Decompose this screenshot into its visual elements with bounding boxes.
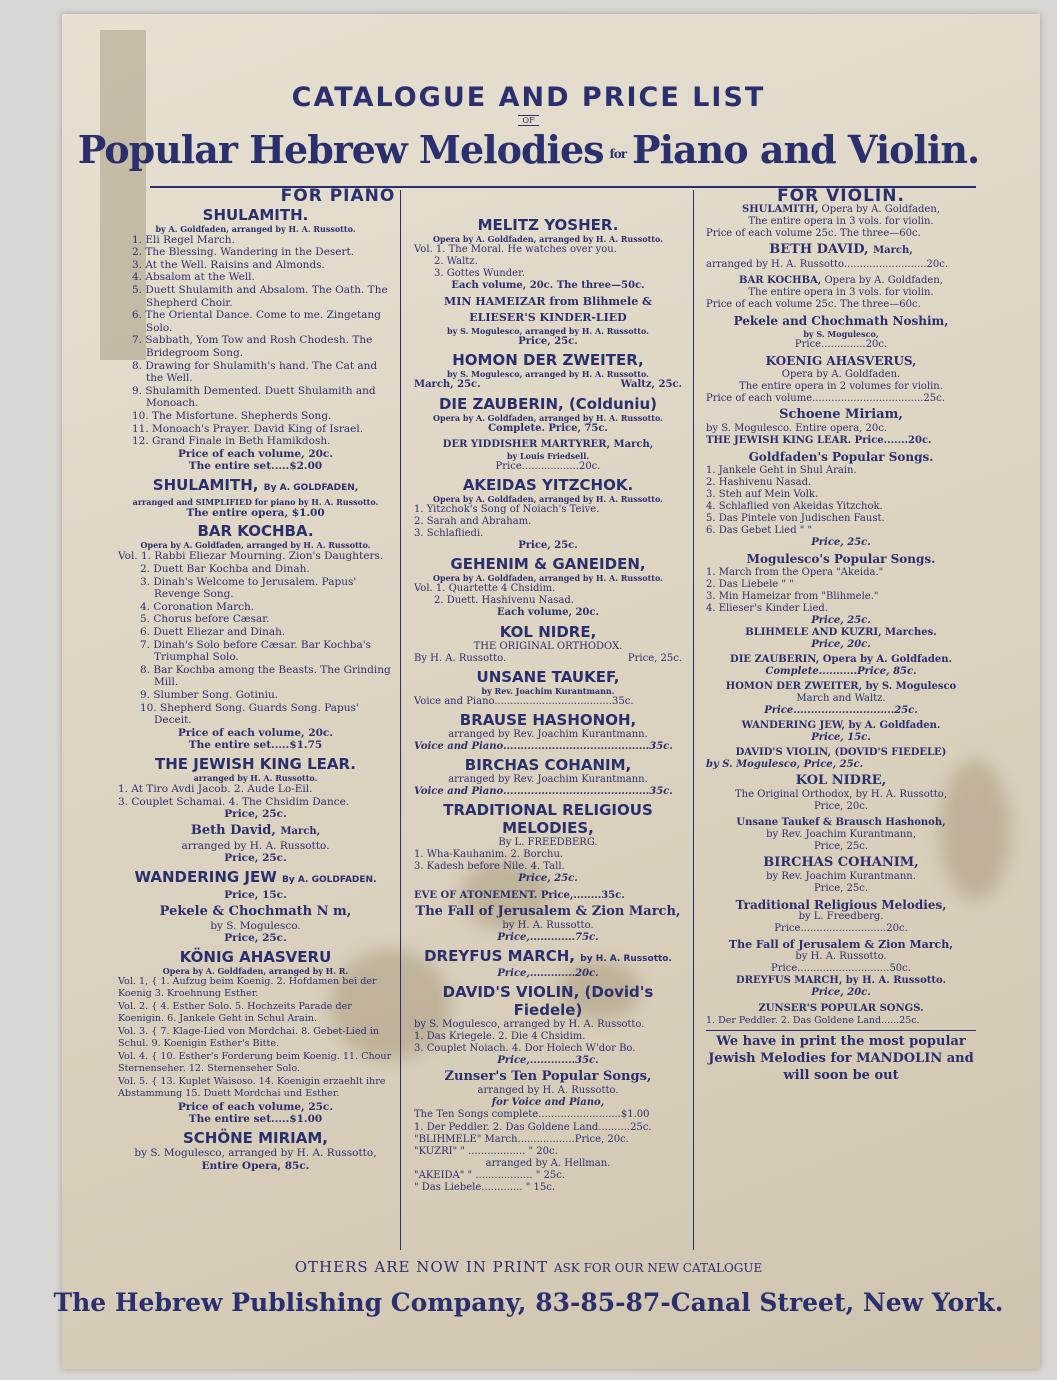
credit-line: Opera by A. Goldfaden, arranged by H. R.	[162, 965, 349, 976]
credit-line: by S. Mogulesco, arranged by H. A. Russotto.	[447, 326, 649, 337]
list-item: 2. Das Liebele " "	[706, 579, 794, 590]
title-text: Beth David,	[190, 822, 276, 838]
price-row	[414, 653, 682, 665]
list-item: 1. Eli Regel March.	[132, 233, 235, 246]
zauberin-title: DIE ZAUBERIN, (Colduniu)	[438, 394, 658, 413]
list-item: Vol. 1. The Moral. He watches over you.	[414, 244, 617, 255]
price-line: Entire Opera, 85c.	[201, 1159, 310, 1172]
eve-of-atonement: EVE OF ATONEMENT. Price,........35c.	[414, 889, 625, 901]
price-line: Each volume, 20c. The three—50c.	[451, 280, 645, 292]
zunser-violin: ZUNSER'S POPULAR SONGS.	[758, 1003, 924, 1014]
price-line: Price, 25c.	[811, 537, 871, 548]
price-line: Price,.............75c.	[497, 931, 599, 943]
davids-violin-title: DAVID'S VIOLIN, (Dovid's Fiedele)	[442, 982, 654, 1019]
price-line: Price,.............35c.	[497, 1055, 599, 1067]
price-line: Price.............................50c.	[771, 963, 911, 974]
list-item: 2. Duett. Hashivenu Nasad.	[434, 595, 574, 607]
list-item: 6. Das Gebet Lied " "	[706, 525, 813, 536]
desc-line: The Original Orthodox, by H. A. Russotto,	[734, 789, 948, 800]
list-item: Vol. 3. { 7. Klage-Lied von Mordchai. 8. Gebet-Lied in Schul. 9. Koenigin Esther's Bitte.	[118, 1025, 380, 1050]
price-line: Each volume, 20c.	[497, 607, 599, 619]
mandolin-note: We have in print the most popular Jewish Melodies for MANDOLIN and will soon be out	[706, 1030, 976, 1084]
homon-title: HOMON DER ZWEITER,	[452, 351, 644, 370]
dreyfus-violin: DREYFUS MARCH, by H. A. Russotto.	[736, 975, 946, 986]
list-item: 1. March from the Opera "Akeida."	[706, 567, 884, 578]
credit-line: Opera by A. Goldfaden, arranged by H. A. Russotto.	[433, 234, 663, 244]
price-line: by S. Mogulesco. Entire opera, 20c.	[706, 423, 888, 434]
list-item: 9. Slumber Song. Gotiniu.	[140, 689, 279, 701]
credit-line: Opera by A. Goldfaden.	[781, 369, 901, 380]
list-item: 3. Schlafliedi.	[414, 528, 484, 540]
subtitle-part-b: Piano and Violin.	[632, 127, 980, 172]
credit-line: by L. Freedberg.	[798, 911, 884, 922]
martyrer-title: DER YIDDISHER MARTYRER, March,	[442, 438, 654, 450]
subtitle-part-a: Popular Hebrew Melodies	[77, 127, 604, 172]
price-line: Price of each volume, 20c.	[178, 447, 333, 460]
list-item: 4. Elieser's Kinder Lied.	[706, 603, 828, 614]
price-line: Price..................20c.	[495, 460, 601, 472]
fall-violin: The Fall of Jerusalem & Zion March,	[728, 938, 954, 951]
credit-line: by H. A. Russotto.	[795, 951, 887, 962]
blihmele-kuzri: BLIHMELE AND KUZRI, Marches.	[745, 627, 937, 638]
price-line: Voice and Piano.....................................35c.	[414, 695, 634, 707]
title-text: DREYFUS MARCH,	[424, 946, 576, 965]
footer-notice	[0, 1258, 1057, 1276]
dreyfus-title	[414, 947, 682, 968]
beth-david-violin	[706, 242, 976, 259]
price-line: The entire set.....$1.00	[188, 1113, 323, 1126]
shulamith-violin	[706, 204, 976, 216]
price-line: " Das Liebele............. " 15c.	[414, 1182, 556, 1194]
birchas-title: BIRCHAS COHANIM,	[464, 755, 632, 774]
violin-column	[706, 186, 976, 1084]
for-line: for Voice and Piano,	[491, 1097, 605, 1109]
credit-line: Opera by A. Goldfaden, arranged by H. A. Russotto.	[433, 412, 663, 423]
list-item: Vol. 2. { 4. Esther Solo. 5. Hochzeits Parade der Koenigin. 6. Jankele Geht in Schul Arain.	[118, 1000, 352, 1025]
subtitle-for: for	[609, 146, 627, 161]
list-item: 4. Schlaflied von Akeidas Yitzchok.	[706, 501, 883, 512]
list-item: 8. Bar Kochba among the Beasts. The Grinding Mill.	[140, 663, 391, 689]
credit-line: arranged by A. Hellman.	[485, 1157, 611, 1169]
price-line: Price of each volume, 20c.	[178, 726, 333, 739]
price-right: Waltz, 25c.	[620, 379, 682, 391]
bar-kochba-title: BAR KOCHBA.	[197, 522, 314, 541]
price-line: "BLIHMELE" March..................Price, 20c.	[414, 1133, 629, 1145]
davids-violin-violin: DAVID'S VIOLIN, (DOVID'S FIEDELE)	[735, 747, 947, 758]
list-item: 5. Das Pintele von Judischen Faust.	[706, 513, 885, 524]
section-title-piano: FOR PIANO	[280, 186, 396, 206]
price-line: Price, 25c.	[518, 336, 578, 348]
konig-list	[118, 976, 393, 1101]
wandering-jew-violin: WANDERING JEW, by A. Goldfaden.	[741, 720, 941, 731]
homon-violin: HOMON DER ZWEITER, by S. Mogulesco	[725, 681, 957, 692]
goldfaden-songs-title: Goldfaden's Popular Songs.	[748, 450, 934, 464]
gehenim-title: GEHENIM & GANEIDEN,	[450, 555, 646, 574]
list-item: 5. Chorus before Cæsar.	[140, 613, 270, 626]
desc-line: The entire opera in 2 volumes for violin.	[739, 381, 943, 392]
list-item: 4. Absalom at the Well.	[132, 271, 255, 284]
credit-line: by H. A. Russotto.	[502, 919, 594, 931]
price-text: Price, 25c.	[627, 652, 682, 664]
list-item: 1. Yitzchok's Song of Noiach's Teive.	[414, 503, 600, 515]
price-line: Price.............................25c.	[764, 705, 918, 716]
credit-line: by Rev. Joachim Kurantmann,	[766, 829, 916, 840]
credit-text: By H. A. Russotto.	[414, 652, 507, 664]
kol-nidre-violin: KOL NIDRE,	[795, 773, 887, 788]
price-line: Price, 15c.	[811, 732, 871, 743]
list-item: Vol. 4. { 10. Esther's Forderung beim Koenig. 11. Chour Sternenseher. 12. Sternenseher Solo.	[118, 1050, 392, 1075]
credit-line: By L. FREEDBERG.	[498, 837, 598, 849]
credit-text: Opera by A. Goldfaden,	[824, 275, 943, 286]
list-item: Vol. 1. Rabbi Eliezar Mourning. Zion's Daughters.	[118, 550, 384, 563]
price-line: Price, 25c.	[224, 808, 287, 821]
fall-of-jerusalem-title: The Fall of Jerusalem & Zion March,	[415, 903, 681, 919]
title-text: SHULAMITH,	[152, 475, 259, 494]
list-item: 3. Dinah's Welcome to Jerusalem. Papus' Revenge Song.	[140, 575, 357, 601]
list-item: Vol. 5. { 13. Kuplet Waisoso. 14. Koenigin erzaehlt ihre Abstammung 15. Duett Mordchai und Esther.	[118, 1075, 386, 1100]
list-item: 11. Monoach's Prayer. David King of Israel.	[132, 422, 364, 435]
list-item: 6. The Oriental Dance. Come to me. Zingetang Solo.	[132, 309, 381, 334]
list-item: 2. Hashivenu Nasad.	[706, 477, 812, 488]
mogulesco-songs-title: Mogulesco's Popular Songs.	[746, 552, 936, 566]
konig-title: KÖNIG AHASVERU	[179, 947, 332, 966]
credit-line: arranged by H. A. Russotto.	[193, 772, 318, 783]
price-line: Price, 25c.	[224, 852, 287, 865]
price-line: 1. Der Peddler. 2. Das Goldene Land......25c.	[706, 1015, 920, 1026]
title-text: BAR KOCHBA,	[739, 275, 822, 286]
schone-miriam-title: SCHÖNE MIRIAM,	[182, 1128, 328, 1147]
list-item: 3. Steh auf Mein Volk.	[706, 489, 819, 500]
list-item: 2. The Blessing. Wandering in the Desert.	[132, 246, 355, 259]
list-item: 10. Shepherd Song. Guards Song. Papus' Deceit.	[140, 701, 359, 727]
publisher-line: The Hebrew Publishing Company, 83-85-87-Canal Street, New York.	[53, 1288, 1004, 1317]
price-line: Voice and Piano..........................................35c.	[414, 786, 673, 798]
section-title-violin: FOR VIOLIN.	[777, 186, 905, 206]
credit-line: arranged by H. A. Russotto.	[477, 1085, 619, 1097]
catalogue-title: CATALOGUE AND PRICE LIST	[291, 82, 766, 113]
catalogue-subtitle	[0, 127, 1057, 172]
title-text: WANDERING JEW	[134, 867, 277, 886]
list-item: Vol. 1. Quartette 4 Chsidim.	[414, 583, 556, 595]
credit-line: arranged and SIMPLIFIED for piano by H. A. Russotto.	[132, 496, 379, 507]
price-line: Price of each volume 25c. The three—60c.	[706, 299, 921, 310]
credit-line: by S. Mogulesco.	[210, 919, 301, 932]
credit-line: by S. Mogulesco, arranged by H. A. Russotto.	[414, 1018, 645, 1030]
price-line: "KUZRI" " .................. " 20c.	[414, 1145, 558, 1157]
price-line: Price, 20c.	[811, 639, 871, 650]
list-item: 7. Sabbath, Yom Tow and Rosh Chodesh. The Bridegroom Song.	[132, 334, 373, 359]
zauberin-violin: DIE ZAUBERIN, Opera by A. Goldfaden.	[730, 654, 952, 665]
price-line: arranged by H. A. Russotto..........................20c.	[706, 259, 948, 270]
list-item: 9. Shulamith Demented. Duett Shulamith and Monoach.	[132, 384, 376, 410]
by-text: by H. A. Russotto.	[580, 953, 672, 964]
unsane-taukef-title: UNSANE TAUKEF,	[476, 667, 620, 686]
melitz-title: MELITZ YOSHER.	[477, 216, 619, 234]
price-line: The entire set.....$1.75	[188, 739, 323, 752]
footer-notice-b: ASK FOR OUR NEW CATALOGUE	[553, 1261, 763, 1275]
price-left: March, 25c.	[414, 379, 481, 391]
price-line: Price, 15c.	[224, 888, 287, 901]
schoene-miriam-violin: Schoene Miriam,	[779, 407, 903, 422]
column-divider	[693, 190, 694, 1250]
credit-line: by Louis Friedsell.	[506, 450, 590, 461]
koenig-violin: KOENIG AHASVERUS,	[765, 354, 917, 368]
list-item: 3. Couplet Noiach. 4. Dor Holech W'dor Bo.	[414, 1043, 636, 1055]
brause-title: BRAUSE HASHONOH,	[459, 710, 637, 729]
price-line: 1. Der Peddler. 2. Das Goldene Land..........25c.	[414, 1121, 652, 1133]
credit-line: by S. Mogulesco,	[803, 329, 879, 339]
list-item: 10. The Misfortune. Shepherds Song.	[132, 409, 332, 422]
birchas-violin: BIRCHAS COHANIM,	[763, 855, 919, 870]
list-item: 3. At the Well. Raisins and Almonds.	[132, 258, 325, 271]
list-item: 1. Wha-Kauhanim. 2. Borchu.	[414, 849, 564, 861]
piano-column	[118, 186, 396, 1172]
credit-line: by Rev. Joachim Kurantmann.	[766, 871, 916, 882]
list-item: 2. Waltz.	[434, 256, 478, 268]
of-text: OF	[518, 115, 538, 126]
price-line: Voice and Piano..........................................35c.	[414, 740, 673, 752]
march-text: March,	[873, 245, 913, 256]
bar-kochba-violin	[706, 275, 976, 287]
list-item: 3. Couplet Schamai. 4. The Chsidim Dance.	[118, 795, 350, 808]
subtitle-line: THE ORIGINAL ORTHODOX.	[473, 640, 623, 652]
list-item: Vol. 1, { 1. Aufzug beim Koenig. 2. Hofdamen bei der Koenig 3. Kroehnung Esther.	[118, 975, 377, 1000]
list-item: 12. Grand Finale in Beth Hamikdosh.	[132, 435, 331, 448]
price-line: Price of each volume 25c. The three—60c.	[706, 228, 921, 239]
price-line: Price, 25c.	[224, 932, 287, 945]
by-text: By A. GOLDFADEN,	[263, 482, 359, 493]
shulamith-credit: by A. Goldfaden, arranged by H. A. Russotto.	[155, 223, 356, 234]
price-line: Price, 20c.	[813, 801, 869, 812]
king-lear-title: THE JEWISH KING LEAR.	[154, 754, 357, 773]
credit-line: by S. Mogulesco, arranged by H. A. Russotto,	[134, 1146, 377, 1159]
credit-line: by S. Mogulesco, arranged by H. A. Russotto.	[447, 369, 649, 380]
credit-line: arranged by Rev. Joachim Kurantmann.	[448, 773, 648, 785]
title-text: BETH DAVID,	[769, 242, 869, 257]
by-text: By A. GOLDFADEN.	[282, 874, 377, 885]
march-text: March,	[280, 825, 321, 837]
list-item: 5. Duett Shulamith and Absalom. The Oath. The Shepherd Choir.	[132, 283, 388, 309]
footer-notice-a: OTHERS ARE NOW IN PRINT	[294, 1258, 549, 1276]
list-item: 8. Drawing for Shulamith's hand. The Cat and the Well.	[132, 359, 378, 385]
price-line: Complete. Price, 75c.	[488, 422, 608, 434]
unsane-violin: Unsane Taukef & Brausch Hashonoh,	[736, 817, 946, 828]
credit-text: Opera by A. Goldfaden,	[821, 204, 940, 215]
list-item: 2. Duett Bar Kochba and Dinah.	[140, 563, 310, 576]
column-divider	[400, 190, 401, 1250]
beth-david-title	[118, 823, 393, 840]
list-item: 3. Kadesh before Nile. 4. Tall.	[414, 861, 565, 873]
pekele-violin: Pekele and Chochmath Noshim,	[733, 314, 949, 328]
price-line: Price...........................20c.	[774, 923, 908, 934]
price-line: Price, 25c.	[518, 873, 578, 885]
list-item: 3. Gottes Wunder.	[434, 268, 525, 280]
list-item: 1. Das Kriegele. 2. Die 4 Chsidim.	[414, 1031, 586, 1042]
price-line: Price..............20c.	[794, 339, 888, 350]
price-line: The Ten Songs complete..........................$1.00	[414, 1109, 650, 1121]
list-item: 1. At Tiro Avdi Jacob. 2. Aude Lo-Eil.	[118, 782, 313, 795]
price-line: The entire set.....$2.00	[188, 460, 323, 473]
price-line: Price of each volume...................................25c.	[706, 393, 945, 404]
zunser-title: Zunser's Ten Popular Songs,	[444, 1069, 652, 1085]
shulamith-title: SHULAMITH.	[202, 205, 309, 224]
title-text: SHULAMITH,	[742, 204, 819, 215]
bar-kochba-list	[118, 550, 393, 726]
shulamith-list	[118, 234, 393, 448]
king-lear-violin: THE JEWISH KING LEAR. Price.......20c.	[706, 435, 932, 446]
list-item: 4. Coronation March.	[140, 600, 255, 613]
desc-line: The entire opera in 3 vols. for violin.	[748, 287, 934, 298]
desc-line: The entire opera in 3 vols. for violin.	[748, 216, 934, 227]
price-line: Price of each volume, 25c.	[178, 1100, 333, 1113]
of-label	[0, 116, 1057, 125]
price-line: Complete...........Price, 85c.	[765, 666, 917, 677]
list-item: 6. Duett Eliezar and Dinah.	[140, 626, 286, 639]
credit-line: arranged by H. A. Russotto.	[181, 839, 330, 852]
price-line: Price, 25c.	[813, 883, 869, 894]
price-row	[414, 379, 682, 391]
list-item: 2. Sarah and Abraham.	[414, 515, 532, 527]
subtitle-line: March and Waltz.	[796, 693, 886, 704]
price-line: Price, 25c.	[518, 540, 578, 552]
list-item: 3. Min Hameizar from "Blihmele."	[706, 591, 879, 602]
shulamith-simplified-title	[118, 476, 393, 497]
list-item: 7. Dinah's Solo before Cæsar. Bar Kochba's Triumphal Solo.	[140, 638, 371, 664]
credit-line: Opera by A. Goldfaden, arranged by H. A. Russotto.	[140, 540, 371, 551]
piano-column-2	[414, 190, 682, 1194]
list-item: 1. Jankele Geht in Shul Arain.	[706, 465, 857, 476]
credit-line: Opera by A. Goldfaden, arranged by H. A. Russotto.	[433, 573, 663, 584]
price-line: "AKEIDA" " .................. " 25c.	[414, 1169, 566, 1181]
traditional-title: TRADITIONAL RELIGIOUS MELODIES,	[443, 801, 653, 838]
akeidas-title: AKEIDAS YITZCHOK.	[462, 475, 634, 494]
pekele-title: Pekele & Chochmath N m,	[159, 903, 352, 919]
credit-line: by Rev. Joachim Kurantmann.	[481, 685, 615, 696]
min-hameizar-title: MIN HAMEIZAR from Blihmele & ELIESER'S KINDER-LIED	[444, 295, 652, 325]
kol-nidre-title: KOL NIDRE,	[499, 622, 597, 641]
credit-line: Opera by A. Goldfaden, arranged by H. A. Russotto.	[433, 493, 663, 504]
price-line: by S. Mogulesco, Price, 25c.	[706, 759, 864, 770]
price-line: The entire opera, $1.00	[186, 506, 325, 519]
wandering-jew-title	[118, 868, 393, 889]
price-line: Price, 20c.	[811, 987, 871, 998]
price-line: Price, 25c.	[813, 841, 869, 852]
traditional-violin: Traditional Religious Melodies,	[735, 898, 947, 912]
credit-line: arranged by Rev. Joachim Kurantmann.	[448, 728, 648, 740]
price-line: Price, 25c.	[811, 615, 871, 626]
price-line: Price,.............20c.	[497, 967, 599, 979]
